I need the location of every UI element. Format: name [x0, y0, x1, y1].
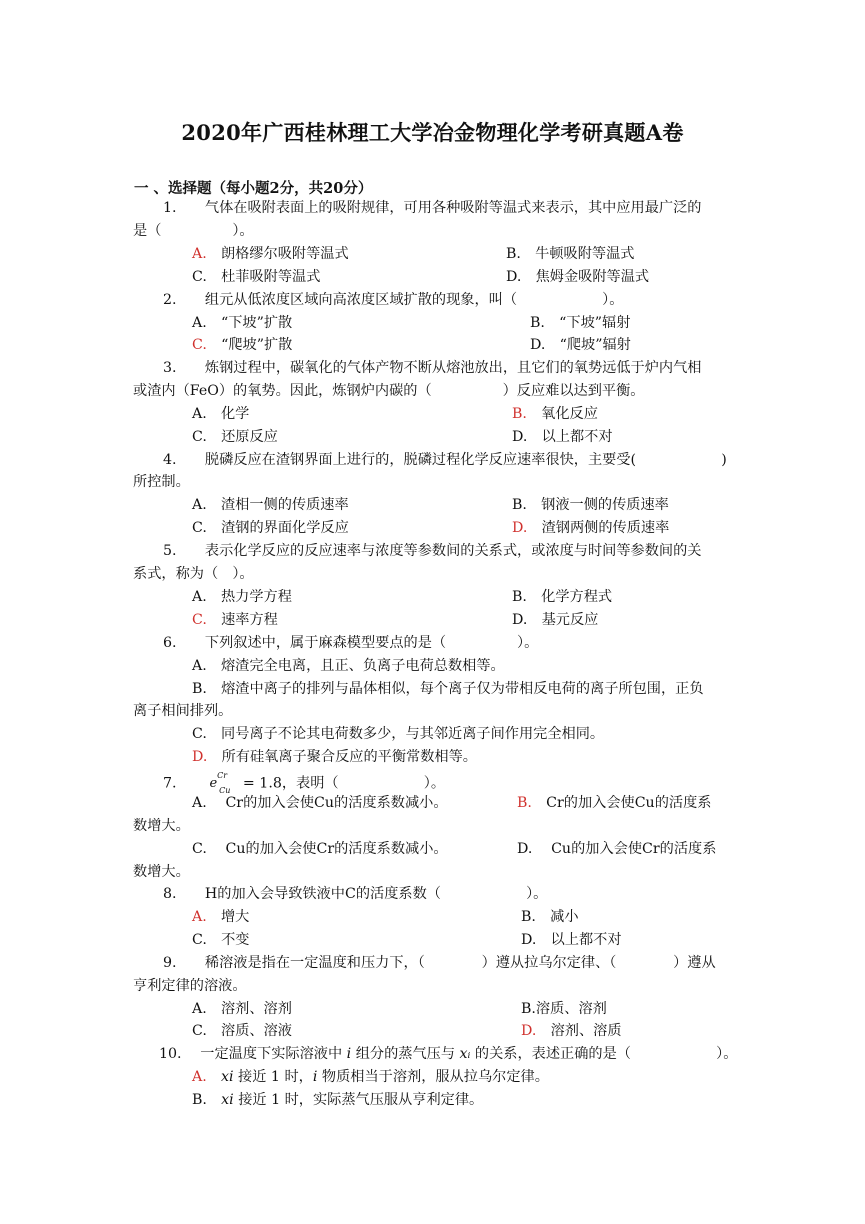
interaction-coefficient-formula: [209, 771, 238, 795]
q10-option-a-i: i: [312, 1069, 318, 1085]
question-8: 8. H的加入会导致铁液中C的活度系数（ ）。: [163, 886, 548, 902]
q10-symbol-x: xᵢ: [459, 1046, 471, 1062]
q10-symbol-i: i: [346, 1046, 352, 1062]
q1-option-d: [506, 268, 649, 286]
q4-option-b: [512, 496, 669, 514]
q5-option-b-text: 化学方程式: [541, 589, 613, 605]
q2-option-a: [192, 314, 292, 332]
q8-option-b-text: 减小: [550, 909, 579, 925]
q1-option-c-text: 杜菲吸附等温式: [221, 269, 321, 285]
q4-option-a-text: 渣相一侧的传质速率: [220, 497, 349, 513]
q7-number: 7.: [163, 775, 177, 792]
question-10: [159, 1045, 737, 1063]
question-5-cont: 系式，称为（ ）。: [133, 566, 254, 582]
q10-option-a-post: 物质相当于溶剂，服从拉乌尔定律。: [317, 1069, 549, 1085]
q5-option-d: [512, 611, 598, 629]
q5-option-a-text: 热力学方程: [220, 589, 292, 605]
q1-option-b: [506, 245, 634, 263]
q8-option-c: [192, 931, 249, 949]
q9-option-d-letter: D.: [521, 1023, 537, 1039]
q6-option-c: C. 同号离子不论其电荷数多少，与其邻近离子间作用完全相同。: [192, 726, 605, 742]
question-4: 4. 脱磷反应在渣钢界面上进行的，脱磷过程化学反应速率很快，主要受( ): [163, 452, 727, 468]
q1-option-a: [192, 245, 349, 263]
q1-option-a-letter: A.: [192, 246, 207, 262]
formula-sup: Cr: [217, 771, 228, 780]
q2-option-c-text: “爬坡”扩散: [221, 337, 293, 353]
q1-option-d-text: 焦姆金吸附等温式: [535, 269, 650, 285]
q1-option-c-letter: C.: [192, 269, 207, 285]
q3-option-b-text: 氧化反应: [541, 406, 598, 422]
q7-option-b-cont: 数增大。: [133, 818, 190, 834]
q3-option-b: [512, 405, 598, 423]
q4-option-d-text: 渣钢两侧的传质速率: [541, 520, 670, 536]
q2-option-a-text: “下坡”扩散: [220, 315, 293, 331]
q4-option-a: [192, 496, 349, 514]
q5-option-d-letter: D.: [512, 612, 528, 628]
question-5: 5. 表示化学反应的反应速率与浓度等参数间的关系式，或浓度与时间等参数间的关: [163, 543, 702, 559]
page-title: 2020年广西桂林理工大学冶金物理化学考研真题A卷: [181, 120, 684, 145]
q10-option-b-letter: B.: [192, 1092, 207, 1108]
q2-option-b-text: “下坡”辐射: [559, 315, 631, 331]
q7-option-b: [517, 794, 711, 812]
q1-option-d-letter: D.: [506, 269, 522, 285]
question-1: 1. 气体在吸附表面上的吸附规律，可用各种吸附等温式来表示，其中应用最广泛的: [163, 200, 702, 216]
q8-option-a: [192, 908, 249, 926]
q8-option-a-text: 增大: [220, 909, 250, 925]
q3-option-c: [192, 428, 278, 446]
question-2: 2. 组元从低浓度区域向高浓度区域扩散的现象，叫（ ）。: [163, 292, 624, 308]
q3-option-b-letter: B.: [512, 406, 527, 422]
q7-option-b-text: Cr的加入会使Cu的活度系: [531, 795, 712, 811]
q4-option-b-text: 钢液一侧的传质速率: [541, 497, 669, 513]
q5-option-c: [192, 611, 278, 629]
formula-sub: Cu: [219, 785, 231, 795]
q8-option-b-letter: B.: [521, 909, 536, 925]
q5-option-a-letter: A.: [192, 589, 207, 605]
q2-option-a-letter: A.: [192, 315, 207, 331]
q9-option-b: B.溶质、溶剂: [521, 1001, 607, 1017]
q2-option-b-letter: B.: [530, 315, 545, 331]
q3-option-c-letter: C.: [192, 429, 207, 445]
q6-option-d: [192, 748, 477, 766]
q4-option-c: [192, 519, 349, 537]
q4-option-d-letter: D.: [512, 520, 528, 536]
section-heading: 一 、选择题（每小题2分，共20分）: [134, 180, 373, 197]
q2-option-c: [192, 336, 292, 354]
question-3: 3. 炼钢过程中，碳氧化的气体产物不断从熔池放出，且它们的氧势远低于炉内气相: [163, 360, 702, 376]
q9-option-d: [521, 1022, 622, 1040]
q10-option-a-mid: 接近 1 时，: [233, 1069, 313, 1085]
q1-option-b-letter: B.: [506, 246, 521, 262]
q10-text-mid: 组分的蒸气压与: [351, 1046, 460, 1062]
q2-option-d: [530, 336, 631, 354]
q6-option-b-cont: 离子相间排列。: [133, 703, 233, 719]
q1-option-a-text: 朗格缪尔吸附等温式: [220, 246, 349, 262]
q4-option-c-letter: C.: [192, 520, 207, 536]
q10-option-a-letter: A.: [192, 1069, 207, 1085]
q3-option-d-letter: D.: [512, 429, 528, 445]
q2-option-c-letter: C.: [192, 337, 207, 353]
q4-option-d: [512, 519, 669, 537]
q7-text: = 1.8，表明（ ）。: [242, 775, 446, 792]
q3-option-a-letter: A.: [192, 406, 207, 422]
q8-option-a-letter: A.: [192, 909, 207, 925]
question-6: 6. 下列叙述中，属于麻森模型要点的是（ ）。: [163, 635, 539, 651]
q10-text-post: 的关系，表述正确的是（ ）。: [470, 1046, 738, 1062]
q5-option-d-text: 基元反应: [541, 612, 599, 628]
q10-option-b-post: 接近 1 时，实际蒸气压服从亨利定律。: [233, 1092, 484, 1108]
q8-option-d-text: 以上都不对: [550, 932, 622, 948]
q8-option-c-letter: C.: [192, 932, 207, 948]
q7-option-d-cont: 数增大。: [133, 864, 190, 880]
q5-option-a: [192, 588, 292, 606]
q8-option-d: [521, 931, 622, 949]
formula-base: e: [209, 776, 218, 792]
q8-option-d-letter: D.: [521, 932, 537, 948]
q10-option-a: [192, 1068, 549, 1086]
q6-option-d-letter: D.: [192, 749, 208, 765]
q5-option-c-letter: C.: [192, 612, 207, 628]
q10-option-b-x: xi: [221, 1092, 234, 1108]
q8-option-c-text: 不变: [221, 932, 250, 948]
question-9: 9. 稀溶液是指在一定温度和压力下，（ ）遵从拉乌尔定律、（ ）遵从: [163, 955, 716, 971]
q2-option-b: [530, 314, 630, 332]
q4-option-a-letter: A.: [192, 497, 207, 513]
q9-option-c: C. 溶质、溶液: [192, 1023, 292, 1039]
q1-option-c: [192, 268, 320, 286]
question-1-cont: 是（ ）。: [133, 223, 254, 239]
q8-option-b: [521, 908, 579, 926]
q4-option-c-text: 渣钢的界面化学反应: [221, 520, 349, 536]
question-3-cont: 或渣内（FeO）的氧势。因此，炼钢炉内碳的（ ）反应难以达到平衡。: [133, 383, 645, 399]
q3-option-c-text: 还原反应: [221, 429, 278, 445]
q6-option-d-text: 所有硅氧离子聚合反应的平衡常数相等。: [221, 749, 477, 765]
q5-option-c-text: 速率方程: [221, 612, 278, 628]
q7-option-a: A. Cr的加入会使Cu的活度系数减小。: [192, 795, 448, 811]
q4-option-b-letter: B.: [512, 497, 527, 513]
q2-option-d-letter: D.: [530, 337, 546, 353]
q7-option-c: C. Cu的加入会使Cr的活度系数减小。: [192, 841, 448, 857]
q3-option-d: [512, 428, 613, 446]
q5-option-b: [512, 588, 612, 606]
question-9-cont: 亨利定律的溶液。: [133, 978, 247, 994]
q7-option-b-letter: B.: [517, 795, 532, 811]
q3-option-a: [192, 405, 249, 423]
q3-option-d-text: 以上都不对: [541, 429, 613, 445]
q9-option-d-text: 溶剂、溶质: [550, 1023, 622, 1039]
q9-option-a: A. 溶剂、溶剂: [192, 1001, 292, 1017]
q6-option-a: A. 熔渣完全电离，且正、负离子电荷总数相等。: [192, 658, 505, 674]
q5-option-b-letter: B.: [512, 589, 527, 605]
q10-text-pre: 10. 一定温度下实际溶液中: [159, 1046, 347, 1062]
q3-option-a-text: 化学: [220, 406, 250, 422]
q2-option-d-text: “爬坡”辐射: [559, 337, 631, 353]
q10-option-b: [192, 1091, 483, 1109]
q1-option-b-text: 牛顿吸附等温式: [535, 246, 635, 262]
q10-option-a-x: xi: [220, 1069, 234, 1085]
question-4-cont: 所控制。: [133, 474, 190, 490]
q6-option-b: B. 熔渣中离子的排列与晶体相似，每个离子仅为带相反电荷的离子所包围，正负: [192, 681, 704, 697]
q7-option-d: D. Cu的加入会使Cr的活度系: [517, 841, 717, 857]
